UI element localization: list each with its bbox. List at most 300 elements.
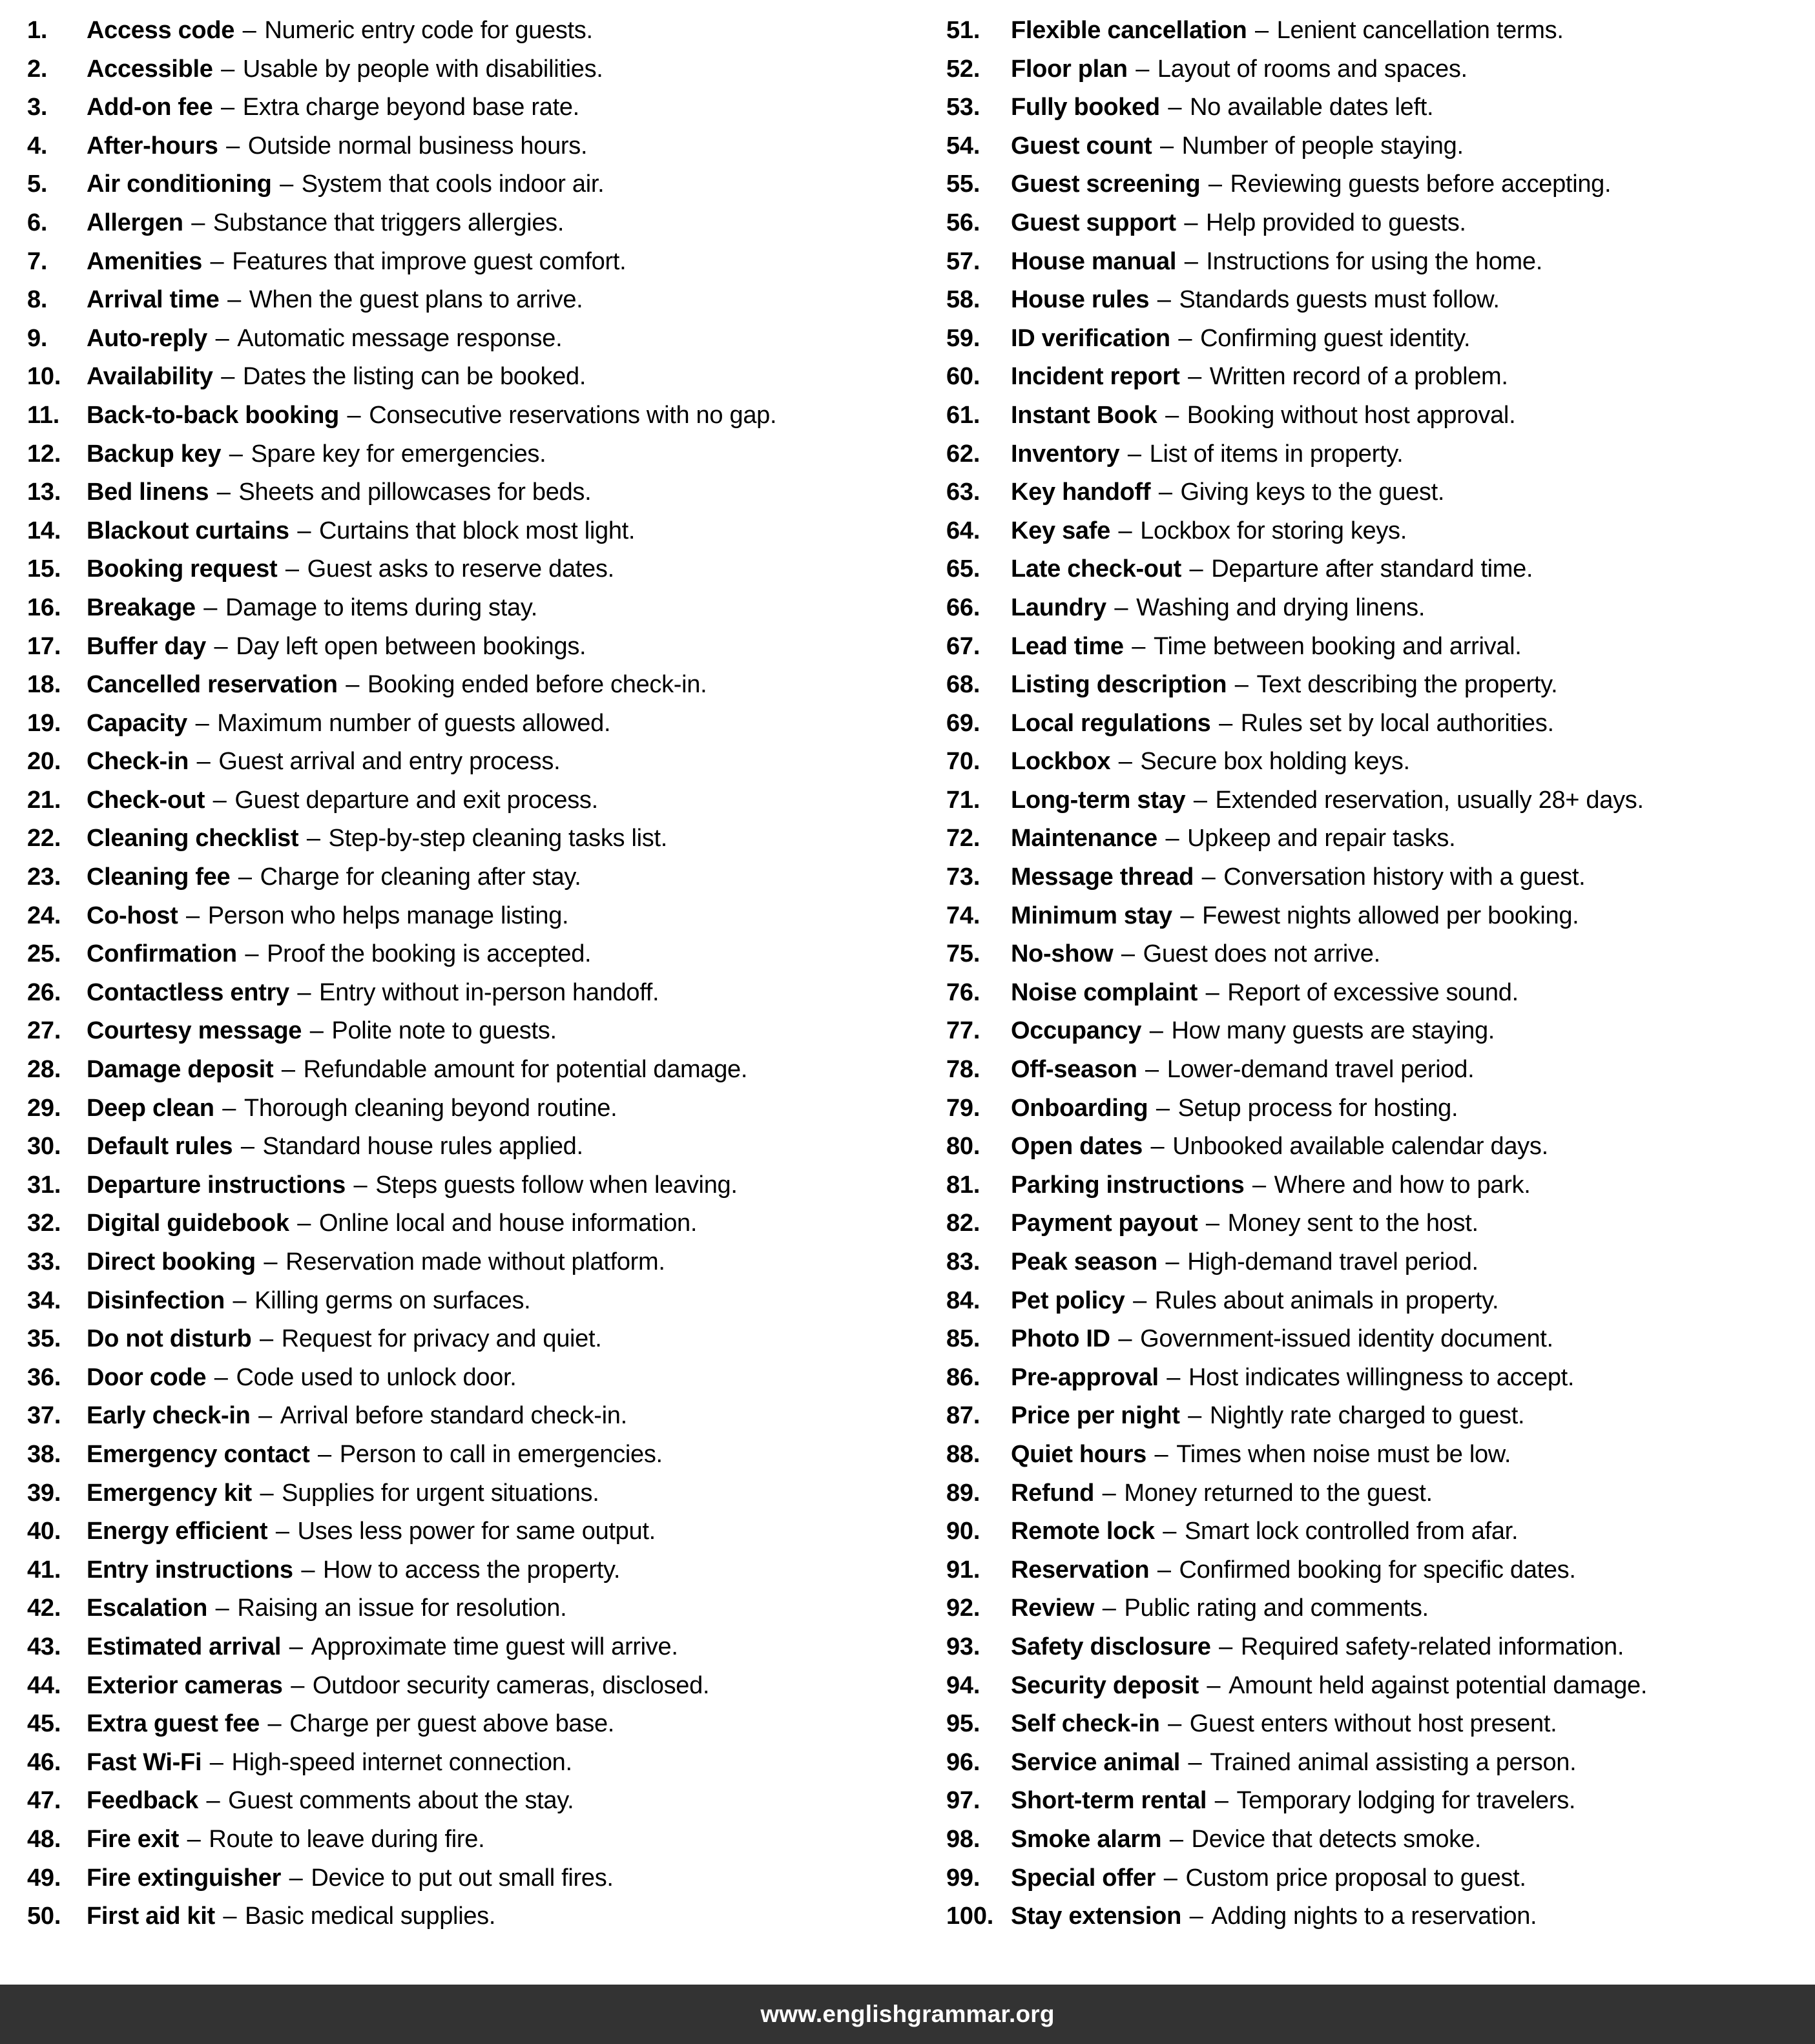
entry-body (87, 165, 901, 204)
entry-definition: Sheets and pillowcases for beds. (238, 479, 592, 506)
entry-definition: Number of people staying. (1181, 132, 1464, 160)
entry-separator-dash: – (1156, 1094, 1170, 1122)
entry-number: 69. (946, 709, 980, 737)
entry-term: Short-term rental (1011, 1787, 1207, 1815)
entry-definition: Refundable amount for potential damage. (303, 1056, 748, 1084)
entry-term: House rules (1011, 286, 1150, 314)
entry-term: Occupancy (1011, 1017, 1142, 1045)
entry-number: 15. (27, 555, 61, 583)
glossary-entry (27, 1128, 901, 1166)
entry-definition: Uses less power for same output. (297, 1518, 656, 1545)
glossary-entry (27, 705, 901, 743)
entry-term: Refund (1011, 1479, 1095, 1507)
entry-number: 51. (946, 17, 980, 44)
entry-separator-dash: – (1163, 1518, 1177, 1545)
entry-separator-dash: – (1201, 863, 1216, 891)
entry-body (1011, 705, 1809, 743)
entry-body (87, 1667, 901, 1706)
entry-term: Pre-approval (1011, 1363, 1159, 1391)
entry-body (87, 1589, 901, 1628)
glossary-entry (27, 589, 901, 628)
entry-term: Auto-reply (87, 324, 208, 352)
glossary-entry (946, 320, 1809, 358)
glossary-entry (27, 550, 901, 589)
entry-term: Direct booking (87, 1248, 256, 1275)
entry-separator-dash: – (1121, 940, 1136, 968)
glossary-entry (946, 50, 1809, 89)
entry-term: Door code (87, 1363, 207, 1391)
entry-term: Contactless entry (87, 978, 289, 1006)
entry-separator-dash: – (1145, 1056, 1159, 1084)
entry-definition: When the guest plans to arrive. (249, 286, 583, 314)
entry-term: Safety disclosure (1011, 1633, 1211, 1660)
entry-definition: Unbooked available calendar days. (1172, 1133, 1548, 1161)
entry-number: 10. (27, 363, 61, 391)
entry-definition: Extra charge beyond base rate. (242, 94, 579, 121)
entry-term: Key safe (1011, 517, 1110, 544)
entry-body (1011, 1089, 1809, 1128)
entry-number: 16. (27, 594, 61, 621)
entry-body (87, 1436, 901, 1474)
entry-definition: Numeric entry code for guests. (264, 17, 593, 44)
glossary-entry (946, 1474, 1809, 1513)
entry-body (1011, 1705, 1809, 1744)
entry-separator-dash: – (1254, 17, 1269, 44)
entry-term: Minimum stay (1011, 902, 1172, 929)
entry-body (87, 435, 901, 474)
entry-number: 74. (946, 902, 980, 929)
entry-definition: Money sent to the host. (1227, 1210, 1478, 1237)
entry-separator-dash: – (1184, 209, 1198, 236)
entry-definition: Trained animal assisting a person. (1210, 1748, 1577, 1776)
entry-body (87, 1551, 901, 1590)
entry-definition: Nightly rate charged to guest. (1209, 1402, 1525, 1430)
entry-number: 95. (946, 1710, 980, 1738)
entry-separator-dash: – (221, 363, 235, 391)
entry-number: 30. (27, 1133, 61, 1161)
entry-definition: Host indicates willingness to accept. (1188, 1363, 1575, 1391)
entry-separator-dash: – (306, 825, 320, 852)
glossary-entry (946, 858, 1809, 897)
entry-number: 53. (946, 94, 980, 121)
entry-definition: Standard house rules applied. (262, 1133, 583, 1161)
entry-body (1011, 1397, 1809, 1436)
entry-separator-dash: – (1159, 132, 1174, 160)
entry-definition: Help provided to guests. (1206, 209, 1466, 236)
entry-body (87, 1012, 901, 1051)
entry-definition: Standards guests must follow. (1179, 286, 1500, 314)
entry-body (87, 1782, 901, 1821)
entry-term: Feedback (87, 1787, 198, 1815)
entry-separator-dash: – (1165, 1248, 1179, 1275)
entry-number: 25. (27, 940, 61, 968)
glossary-entry (27, 974, 901, 1013)
entry-body (87, 858, 901, 897)
entry-body (87, 1166, 901, 1205)
entry-definition: Steps guests follow when leaving. (375, 1171, 738, 1199)
entry-term: Buffer day (87, 632, 206, 660)
glossary-entry (27, 12, 901, 50)
entry-term: Check-in (87, 748, 189, 776)
entry-number: 78. (946, 1056, 980, 1084)
entry-definition: Thorough cleaning beyond routine. (244, 1094, 617, 1122)
entry-definition: Confirmed booking for specific dates. (1179, 1556, 1576, 1584)
entry-definition: Instructions for using the home. (1206, 247, 1542, 275)
entry-separator-dash: – (297, 978, 311, 1006)
entry-term: First aid kit (87, 1903, 215, 1930)
entry-number: 54. (946, 132, 980, 160)
entry-number: 11. (27, 401, 60, 429)
entry-number: 40. (27, 1518, 61, 1545)
entry-number: 49. (27, 1864, 61, 1892)
entry-definition: Government-issued identity document. (1140, 1325, 1553, 1353)
glossary-entry (946, 1782, 1809, 1821)
entry-separator-dash: – (216, 479, 231, 506)
entry-definition: Required safety-related information. (1240, 1633, 1624, 1660)
glossary-entry (27, 820, 901, 858)
glossary-entry (27, 1397, 901, 1436)
entry-separator-dash: – (210, 247, 224, 275)
entry-definition: Charge per guest above base. (289, 1710, 615, 1738)
entry-body (1011, 50, 1809, 89)
entry-body (1011, 12, 1809, 50)
entry-number: 62. (946, 440, 980, 468)
entry-term: Key handoff (1011, 479, 1151, 506)
entry-body (87, 705, 901, 743)
entry-number: 96. (946, 1748, 980, 1776)
entry-separator-dash: – (346, 671, 360, 699)
entry-number: 82. (946, 1210, 980, 1237)
glossary-entry (946, 589, 1809, 628)
entry-term: Listing description (1011, 671, 1227, 699)
entry-number: 58. (946, 286, 980, 314)
entry-number: 39. (27, 1479, 61, 1507)
glossary-entry (27, 781, 901, 820)
glossary-entry (27, 1282, 901, 1321)
glossary-entry (27, 88, 901, 127)
glossary-entry (27, 743, 901, 781)
entry-number: 61. (946, 401, 980, 429)
entry-term: After-hours (87, 132, 218, 160)
entry-separator-dash: – (222, 1094, 236, 1122)
entry-separator-dash: – (1189, 555, 1203, 583)
glossary-entry (27, 1667, 901, 1706)
entry-number: 6. (27, 209, 48, 236)
entry-separator-dash: – (1252, 1171, 1267, 1199)
entry-separator-dash: – (1158, 479, 1172, 506)
entry-separator-dash: – (221, 94, 235, 121)
entry-number: 13. (27, 479, 61, 506)
entry-definition: Booking without host approval. (1187, 401, 1516, 429)
entry-term: Confirmation (87, 940, 237, 968)
entry-term: Departure instructions (87, 1171, 346, 1199)
entry-separator-dash: – (221, 55, 235, 83)
entry-separator-dash: – (291, 1671, 305, 1699)
entry-separator-dash: – (301, 1556, 315, 1584)
entry-term: Estimated arrival (87, 1633, 282, 1660)
entry-term: Open dates (1011, 1133, 1143, 1161)
entry-definition: Entry without in-person handoff. (319, 978, 659, 1006)
entry-body (87, 743, 901, 781)
entry-number: 50. (27, 1903, 61, 1930)
entry-term: Backup key (87, 440, 222, 468)
entry-separator-dash: – (245, 940, 259, 968)
glossary-entry (946, 12, 1809, 50)
entry-term: No-show (1011, 940, 1114, 968)
entry-term: Courtesy message (87, 1017, 302, 1045)
entry-number: 43. (27, 1633, 61, 1660)
glossary-column-right (908, 12, 1815, 1936)
entry-number: 27. (27, 1017, 61, 1045)
glossary-entry (946, 935, 1809, 974)
entry-number: 94. (946, 1671, 980, 1699)
entry-term: Amenities (87, 247, 202, 275)
entry-number: 42. (27, 1595, 61, 1622)
entry-separator-dash: – (196, 748, 211, 776)
entry-number: 19. (27, 709, 61, 737)
entry-term: Booking request (87, 555, 278, 583)
entry-body (87, 512, 901, 551)
entry-separator-dash: – (1118, 748, 1132, 776)
entry-separator-dash: – (1193, 786, 1207, 814)
entry-number: 38. (27, 1440, 61, 1468)
entry-term: Guest screening (1011, 170, 1201, 198)
entry-term: Cancelled reservation (87, 671, 338, 699)
entry-definition: Code used to unlock door. (236, 1363, 517, 1391)
entry-number: 100. (946, 1903, 994, 1930)
entry-term: House manual (1011, 247, 1177, 275)
entry-number: 37. (27, 1402, 61, 1430)
glossary-entry (27, 320, 901, 358)
entry-term: Maintenance (1011, 825, 1157, 852)
entry-term: Access code (87, 17, 235, 44)
entry-definition: Setup process for hosting. (1177, 1094, 1458, 1122)
glossary-entry (27, 1782, 901, 1821)
entry-number: 2. (27, 55, 48, 83)
entry-number: 4. (27, 132, 48, 160)
entry-number: 47. (27, 1787, 61, 1815)
entry-separator-dash: – (1132, 632, 1146, 660)
glossary-entry (946, 1512, 1809, 1551)
glossary-entry (946, 281, 1809, 320)
glossary-entry (946, 1705, 1809, 1744)
entry-definition: Upkeep and repair tasks. (1187, 825, 1456, 852)
entry-definition: Adding nights to a reservation. (1211, 1903, 1537, 1930)
entry-number: 20. (27, 748, 61, 776)
glossary-entry (946, 512, 1809, 551)
entry-separator-dash: – (233, 1286, 247, 1314)
entry-separator-dash: – (258, 1402, 273, 1430)
entry-body (1011, 1589, 1809, 1628)
entry-definition: Request for privacy and quiet. (281, 1325, 602, 1353)
entry-body (1011, 1782, 1809, 1821)
entry-separator-dash: – (195, 709, 209, 737)
entry-number: 60. (946, 363, 980, 391)
glossary-entry (946, 1204, 1809, 1243)
entry-number: 14. (27, 517, 61, 544)
entry-definition: Damage to items during stay. (225, 594, 537, 621)
entry-body (1011, 858, 1809, 897)
entry-definition: Rules set by local authorities. (1240, 709, 1554, 737)
glossary-entry (27, 165, 901, 204)
entry-number: 9. (27, 324, 48, 352)
entry-definition: Guest comments about the stay. (228, 1787, 574, 1815)
entry-definition: Money returned to the guest. (1124, 1479, 1433, 1507)
entry-definition: Confirming guest identity. (1200, 324, 1471, 352)
entry-term: Entry instructions (87, 1556, 293, 1584)
entry-definition: Guest does not arrive. (1143, 940, 1380, 968)
entry-term: Exterior cameras (87, 1671, 283, 1699)
entry-definition: Public rating and comments. (1124, 1595, 1429, 1622)
entry-body (87, 12, 901, 50)
entry-definition: Giving keys to the guest. (1180, 479, 1445, 506)
entry-definition: Consecutive reservations with no gap. (369, 401, 777, 429)
entry-separator-dash: – (1165, 401, 1179, 429)
entry-term: Energy efficient (87, 1518, 268, 1545)
entry-number: 26. (27, 978, 61, 1006)
entry-body (1011, 820, 1809, 858)
glossary-list-left (27, 12, 901, 1936)
entry-number: 66. (946, 594, 980, 621)
entry-separator-dash: – (1163, 1864, 1177, 1892)
entry-body (1011, 1359, 1809, 1398)
entry-separator-dash: – (1102, 1595, 1116, 1622)
glossary-entry (946, 1089, 1809, 1128)
entry-definition: Reviewing guests before accepting. (1230, 170, 1612, 198)
glossary-entry (946, 1628, 1809, 1667)
entry-number: 31. (27, 1171, 61, 1199)
entry-term: Incident report (1011, 363, 1180, 391)
entry-number: 71. (946, 786, 980, 814)
entry-separator-dash: – (1214, 1787, 1229, 1815)
glossary-entry (27, 397, 901, 435)
entry-body (1011, 589, 1809, 628)
entry-body (87, 1474, 901, 1513)
entry-separator-dash: – (1208, 170, 1222, 198)
entry-separator-dash: – (289, 1864, 303, 1892)
entry-term: Inventory (1011, 440, 1120, 468)
entry-number: 88. (946, 1440, 980, 1468)
glossary-entry (946, 1243, 1809, 1282)
entry-term: Early check-in (87, 1402, 251, 1430)
entry-separator-dash: – (353, 1171, 368, 1199)
entry-definition: Written record of a problem. (1209, 363, 1508, 391)
entry-definition: How to access the property. (323, 1556, 621, 1584)
entry-number: 17. (27, 632, 61, 660)
entry-number: 46. (27, 1748, 61, 1776)
entry-definition: Dates the listing can be booked. (242, 363, 586, 391)
entry-term: Fast Wi-Fi (87, 1748, 202, 1776)
entry-body (87, 127, 901, 166)
entry-definition: Usable by people with disabilities. (242, 55, 603, 83)
entry-term: Availability (87, 363, 213, 391)
entry-body (87, 628, 901, 666)
entry-body (1011, 1512, 1809, 1551)
entry-separator-dash: – (1189, 1903, 1203, 1930)
glossary-entry (27, 628, 901, 666)
entry-body (87, 1320, 901, 1359)
entry-term: Parking instructions (1011, 1171, 1245, 1199)
entry-term: Guest support (1011, 209, 1176, 236)
entry-body (1011, 1628, 1809, 1667)
entry-definition: Step-by-step cleaning tasks list. (328, 825, 668, 852)
entry-number: 77. (946, 1017, 980, 1045)
glossary-entry (946, 820, 1809, 858)
glossary-entry (27, 1744, 901, 1782)
entry-separator-dash: – (1188, 363, 1202, 391)
entry-number: 48. (27, 1825, 61, 1853)
entry-term: Lockbox (1011, 748, 1111, 776)
entry-number: 57. (946, 247, 980, 275)
entry-term: Disinfection (87, 1286, 225, 1314)
entry-number: 98. (946, 1825, 980, 1853)
entry-definition: Maximum number of guests allowed. (217, 709, 611, 737)
entry-body (1011, 1474, 1809, 1513)
entry-body (1011, 1897, 1809, 1936)
entry-body (1011, 165, 1809, 204)
entry-definition: Secure box holding keys. (1140, 748, 1410, 776)
entry-separator-dash: – (1154, 1440, 1168, 1468)
entry-body (87, 397, 901, 435)
entry-separator-dash: – (227, 286, 242, 314)
entry-number: 21. (27, 786, 61, 814)
entry-separator-dash: – (1114, 594, 1128, 621)
entry-body (1011, 397, 1809, 435)
entry-body (87, 1744, 901, 1782)
entry-number: 18. (27, 671, 61, 699)
glossary-entry (946, 473, 1809, 512)
entry-body (1011, 1012, 1809, 1051)
entry-body (87, 1204, 901, 1243)
entry-body (87, 50, 901, 89)
entry-term: Review (1011, 1595, 1095, 1622)
glossary-entry (27, 1436, 901, 1474)
glossary-entry (946, 435, 1809, 474)
entry-body (1011, 1166, 1809, 1205)
entry-separator-dash: – (280, 170, 294, 198)
entry-definition: Basic medical supplies. (245, 1903, 496, 1930)
entry-number: 44. (27, 1671, 61, 1699)
entry-number: 80. (946, 1133, 980, 1161)
entry-term: Emergency contact (87, 1440, 310, 1468)
glossary-entry (27, 1628, 901, 1667)
entry-definition: Time between booking and arrival. (1153, 632, 1522, 660)
entry-definition: Reservation made without platform. (285, 1248, 665, 1275)
entry-separator-dash: – (1234, 671, 1249, 699)
glossary-entry (27, 858, 901, 897)
glossary-entry (946, 1128, 1809, 1166)
entry-term: Fire extinguisher (87, 1864, 282, 1892)
entry-separator-dash: – (191, 209, 205, 236)
entry-body (87, 88, 901, 127)
entry-number: 22. (27, 825, 61, 852)
entry-number: 45. (27, 1710, 61, 1738)
entry-definition: Extended reservation, usually 28+ days. (1215, 786, 1644, 814)
entry-definition: Lower-demand travel period. (1167, 1056, 1475, 1084)
glossary-entry (946, 666, 1809, 705)
entry-separator-dash: – (226, 132, 240, 160)
entry-separator-dash: – (215, 324, 229, 352)
entry-separator-dash: – (347, 401, 361, 429)
entry-definition: High-speed internet connection. (231, 1748, 572, 1776)
entry-separator-dash: – (267, 1710, 282, 1738)
entry-separator-dash: – (1205, 1210, 1220, 1237)
entry-definition: Custom price proposal to guest. (1185, 1864, 1526, 1892)
entry-definition: Lockbox for storing keys. (1140, 517, 1407, 544)
entry-number: 85. (946, 1325, 980, 1353)
entry-term: Fully booked (1011, 94, 1160, 121)
entry-definition: Approximate time guest will arrive. (311, 1633, 678, 1660)
